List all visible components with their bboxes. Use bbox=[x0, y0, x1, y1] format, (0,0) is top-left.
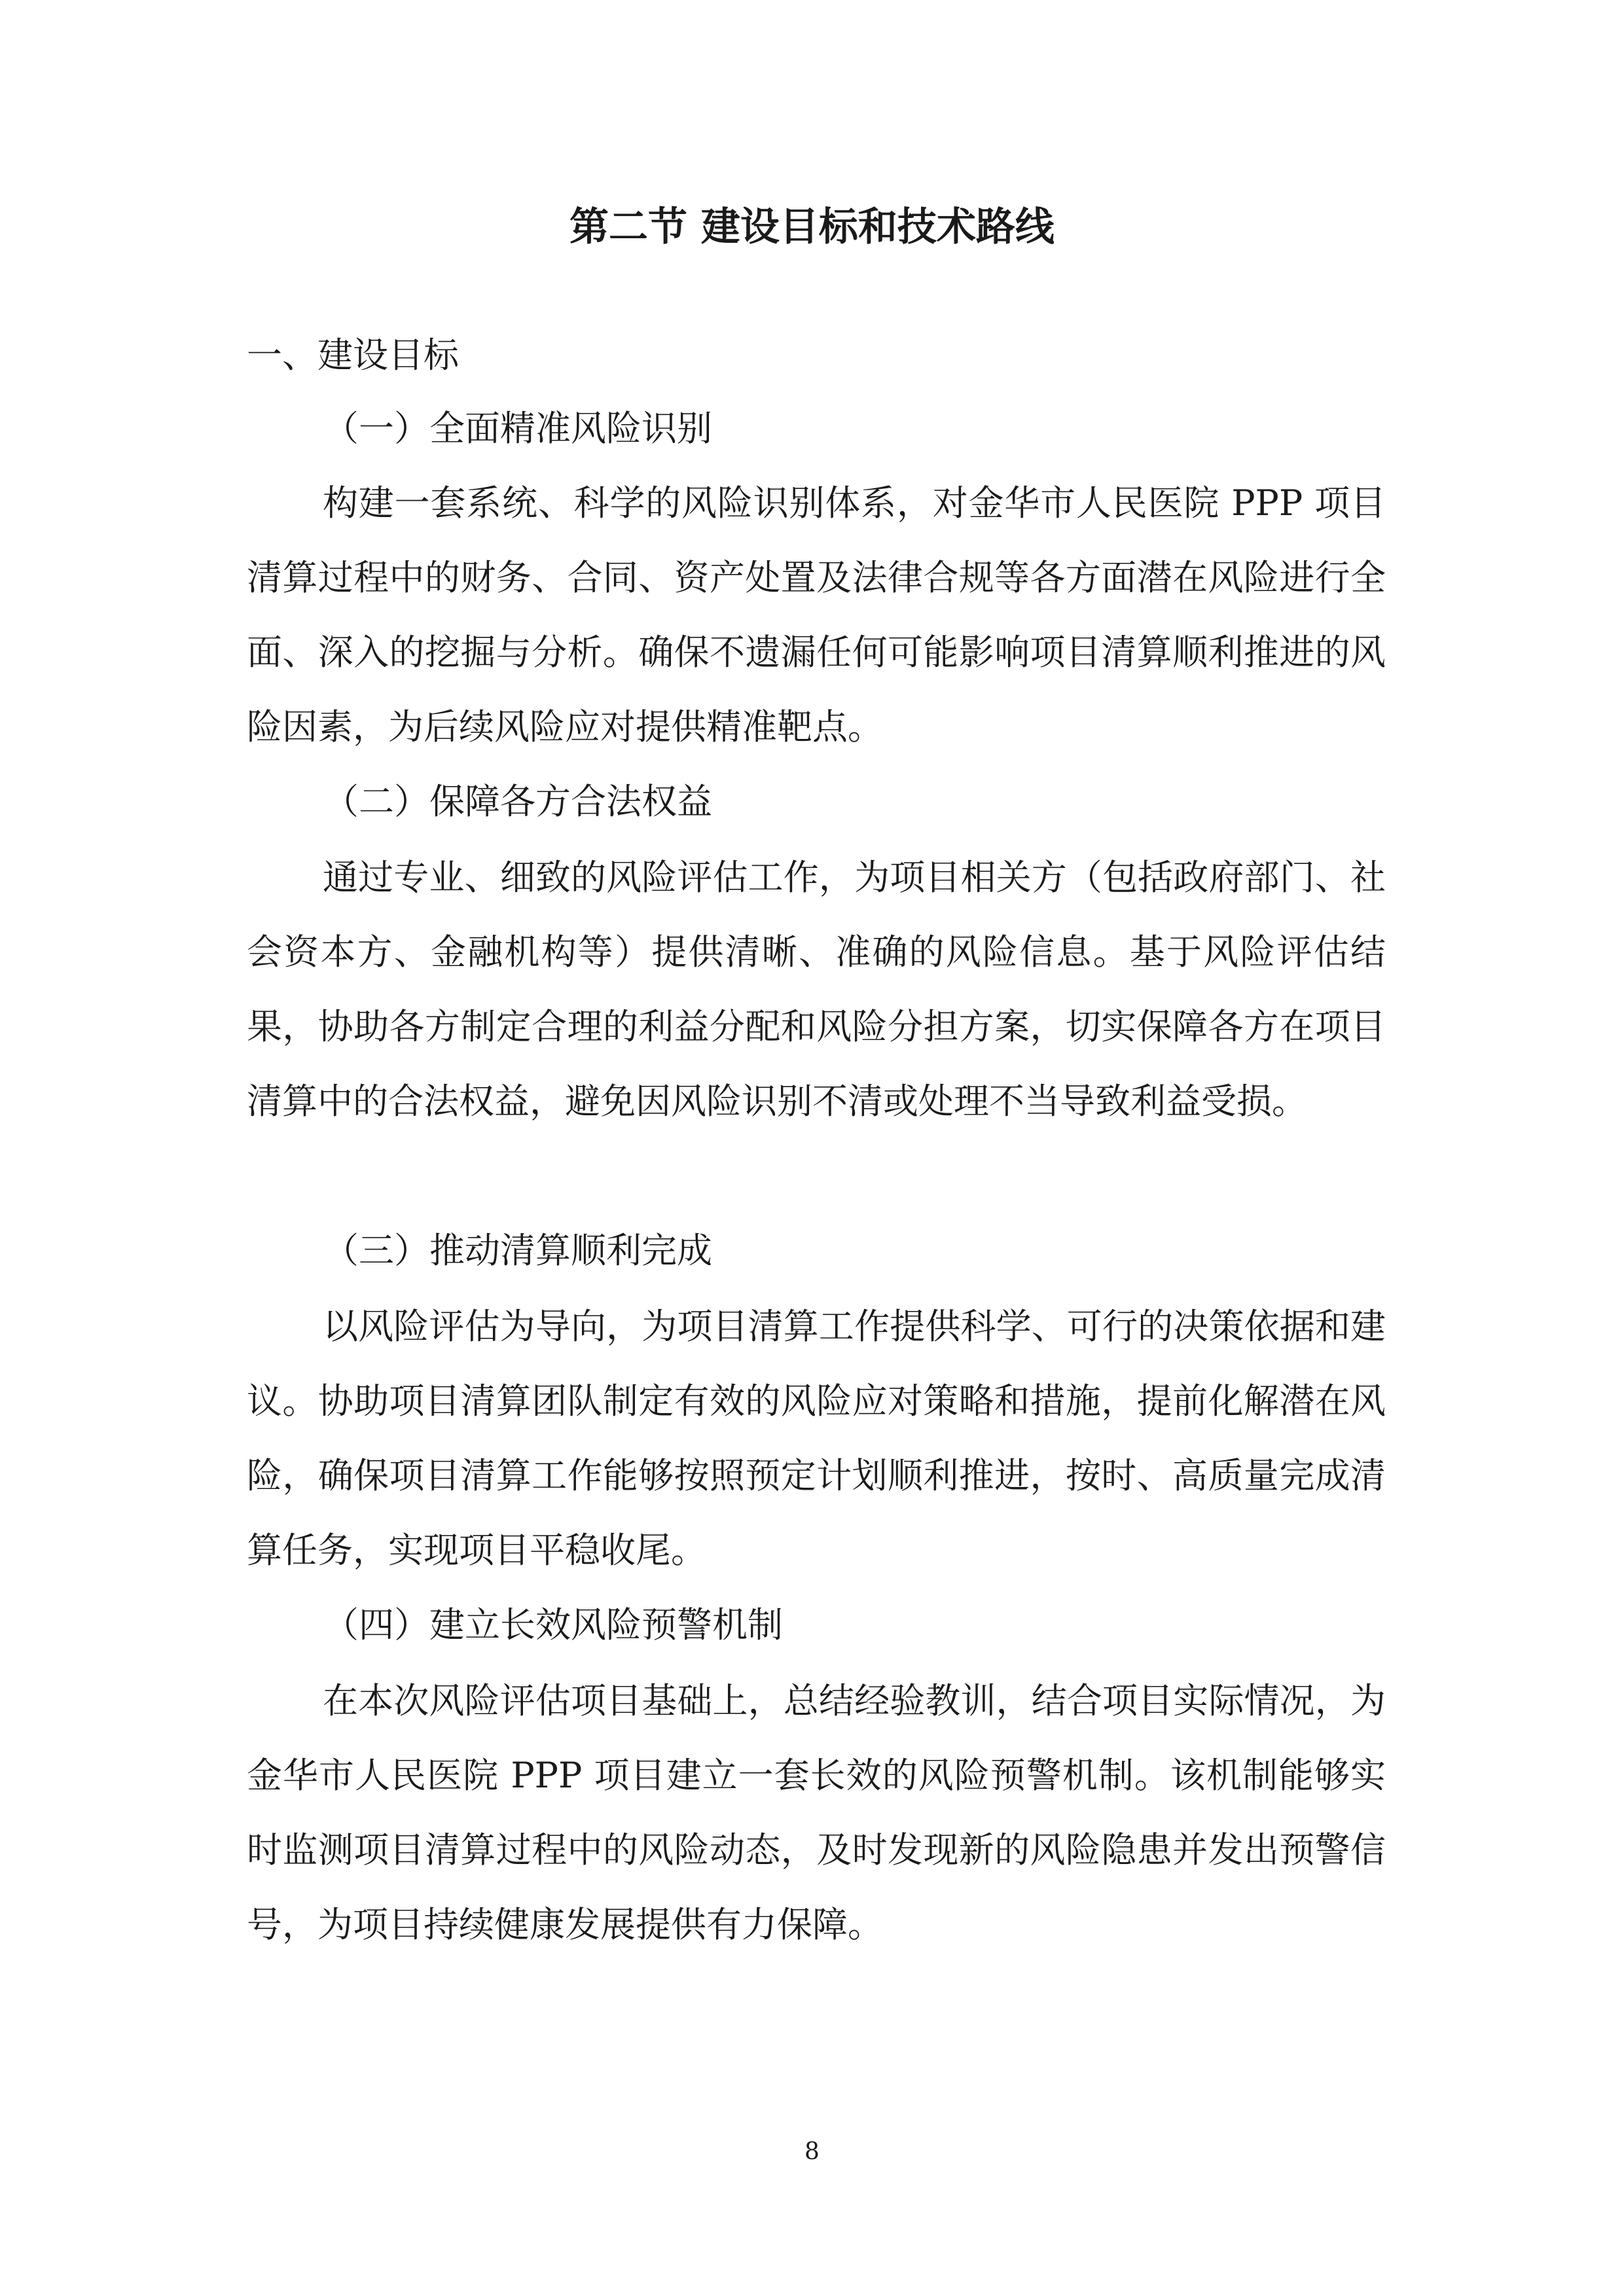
subsection-heading-3: （三）推动清算顺利完成 bbox=[323, 1230, 712, 1271]
subsection-paragraph-4: 在本次风险评估项目基础上，总结经验教训，结合项目实际情况，为金华市人民医院 PPP 项目建立一套长效的风险预警机制。该机制能够实时监测项目清算过程中的风险动态，及时发现新的风险隐患并发出预警信号，为项目持续健康发展提供有力保障。 bbox=[247, 1680, 1386, 1945]
subsection-heading-4: （四）建立长效风险预警机制 bbox=[323, 1604, 783, 1645]
subsection-paragraph-2: 通过专业、细致的风险评估工作，为项目相关方（包括政府部门、社会资本方、金融机构等）提供清晰、准确的风险信息。基于风险评估结果，协助各方制定合理的利益分配和风险分担方案，切实保障各方在项目清算中的合法权益，避免因风险识别不清或处理不当导致利益受损。 bbox=[247, 857, 1386, 1122]
section-heading: 一、建设目标 bbox=[247, 334, 459, 376]
subsection-heading-1: （一）全面精准风险识别 bbox=[323, 408, 712, 449]
subsection-paragraph-3: 以风险评估为导向，为项目清算工作提供科学、可行的决策依据和建议。协助项目清算团队制定有效的风险应对策略和措施，提前化解潜在风险，确保项目清算工作能够按照预定计划顺利推进，按时、高质量完成清算任务，实现项目平稳收尾。 bbox=[247, 1306, 1386, 1571]
subsection-heading-2: （二）保障各方合法权益 bbox=[323, 781, 712, 822]
page-number: 8 bbox=[804, 2138, 820, 2165]
page-title: 第二节 建设目标和技术路线 bbox=[569, 204, 1055, 250]
subsection-paragraph-1: 构建一套系统、科学的风险识别体系，对金华市人民医院 PPP 项目清算过程中的财务、合同、资产处置及法律合规等各方面潜在风险进行全面、深入的挖掘与分析。确保不遗漏任何可能影响项目清算顺利推进的风险因素，为后续风险应对提供精准靶点。 bbox=[247, 482, 1386, 747]
